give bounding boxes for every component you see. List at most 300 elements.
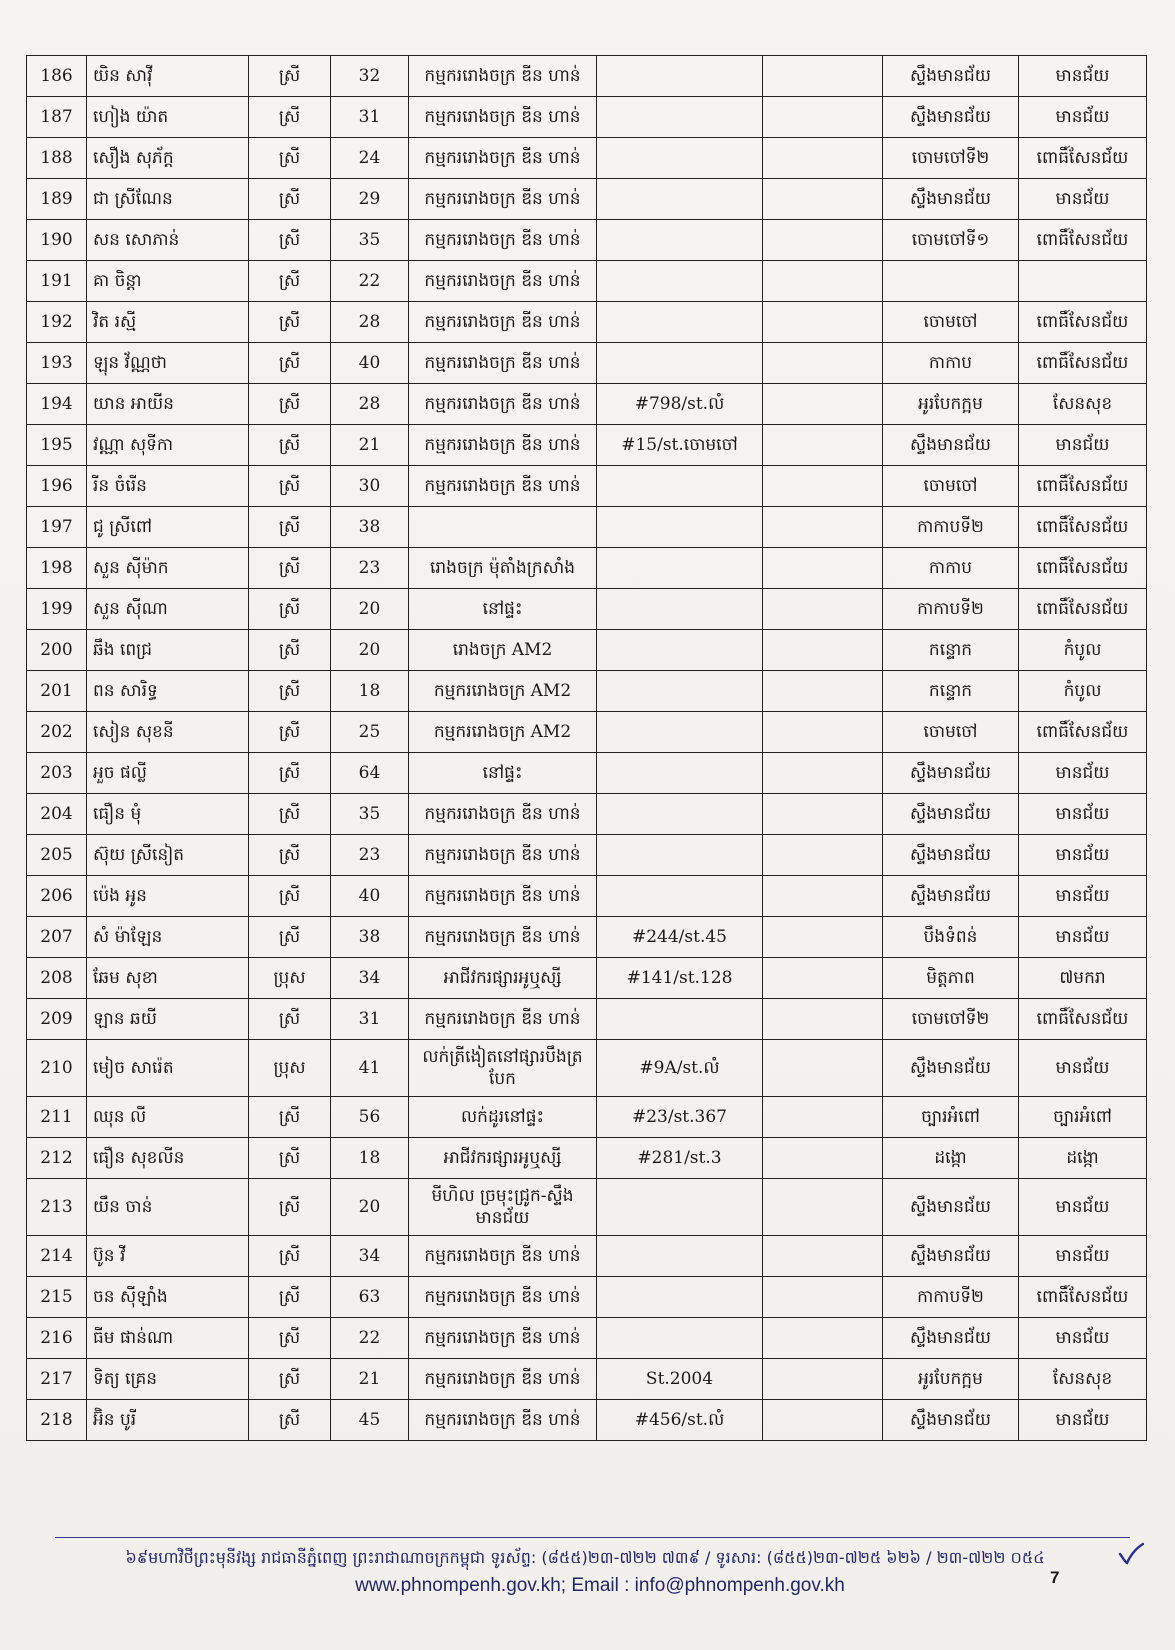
blank-cell <box>763 261 883 302</box>
commune-cell: ពោធិ៍សែនជ័យ <box>1019 712 1147 753</box>
sex-cell: ស្រី <box>249 97 331 138</box>
row-number-cell: 186 <box>27 56 87 97</box>
commune-cell <box>1019 261 1147 302</box>
commune-cell: មានជ័យ <box>1019 876 1147 917</box>
table-row <box>27 1277 1147 1318</box>
age-cell: 24 <box>331 138 409 179</box>
commune-cell: មានជ័យ <box>1019 835 1147 876</box>
commune-cell: កំបូល <box>1019 630 1147 671</box>
blank-cell <box>763 1318 883 1359</box>
age-cell: 28 <box>331 384 409 425</box>
name-cell: យឹន ចាន់ <box>87 1179 249 1236</box>
blank-cell <box>763 835 883 876</box>
commune-cell: មានជ័យ <box>1019 1179 1147 1236</box>
occupation-cell: កម្មកររោងចក្រ ឌីន ហាន់ <box>409 220 597 261</box>
occupation-cell: កម្មកររោងចក្រ ឌីន ហាន់ <box>409 999 597 1040</box>
house-street-cell: #141/st.128 <box>597 958 763 999</box>
row-number-cell: 209 <box>27 999 87 1040</box>
village-cell: ចោមចៅទី២ <box>883 138 1019 179</box>
blank-cell <box>763 56 883 97</box>
house-street-cell <box>597 138 763 179</box>
age-cell: 64 <box>331 753 409 794</box>
roster-body <box>27 56 1147 1441</box>
name-cell: ស៊ុយ ស្រីនៀត <box>87 835 249 876</box>
house-street-cell <box>597 343 763 384</box>
house-street-cell <box>597 671 763 712</box>
village-cell: អូរបែកក្អម <box>883 1359 1019 1400</box>
age-cell: 34 <box>331 1236 409 1277</box>
table-row <box>27 384 1147 425</box>
name-cell: ទិត្យ គ្រេន <box>87 1359 249 1400</box>
name-cell: ហៀង យ៉ាត <box>87 97 249 138</box>
table-row <box>27 630 1147 671</box>
commune-cell: មានជ័យ <box>1019 753 1147 794</box>
name-cell: ឆែម សុខា <box>87 958 249 999</box>
village-cell: កាកាប <box>883 548 1019 589</box>
row-number-cell: 187 <box>27 97 87 138</box>
sex-cell: ស្រី <box>249 1138 331 1179</box>
row-number-cell: 212 <box>27 1138 87 1179</box>
blank-cell <box>763 1400 883 1441</box>
village-cell: ស្ទឹងមានជ័យ <box>883 1236 1019 1277</box>
footer-web-email: www.phnompenh.gov.kh; Email : info@phnompenh.gov.kh <box>355 1575 845 1596</box>
village-cell: ដង្កោ <box>883 1138 1019 1179</box>
page-number: 7 <box>1050 1568 1060 1587</box>
table-row <box>27 835 1147 876</box>
table-row <box>27 999 1147 1040</box>
village-cell: កាកាបទី២ <box>883 507 1019 548</box>
commune-cell: មានជ័យ <box>1019 1236 1147 1277</box>
house-street-cell <box>597 712 763 753</box>
house-street-cell: #244/st.45 <box>597 917 763 958</box>
table-row <box>27 671 1147 712</box>
age-cell: 31 <box>331 97 409 138</box>
age-cell: 20 <box>331 1179 409 1236</box>
occupation-cell: រោងចក្រ ម៉ុតាំងក្រសាំង <box>409 548 597 589</box>
name-cell: សួន ស៊ីម៉ាក <box>87 548 249 589</box>
table-row <box>27 589 1147 630</box>
name-cell: វណ្ណា សុទីកា <box>87 425 249 466</box>
occupation-cell: កម្មកររោងចក្រ ឌីន ហាន់ <box>409 97 597 138</box>
row-number-cell: 198 <box>27 548 87 589</box>
occupation-cell: កម្មកររោងចក្រ ឌីន ហាន់ <box>409 302 597 343</box>
occupation-cell: កម្មកររោងចក្រ ឌីន ហាន់ <box>409 343 597 384</box>
name-cell: ជា ស្រីណែន <box>87 179 249 220</box>
sex-cell: ស្រី <box>249 1318 331 1359</box>
age-cell: 29 <box>331 179 409 220</box>
footer-divider <box>55 1537 1130 1538</box>
sex-cell: ស្រី <box>249 1236 331 1277</box>
village-cell: កាកាបទី២ <box>883 1277 1019 1318</box>
age-cell: 31 <box>331 999 409 1040</box>
village-cell: ស្ទឹងមានជ័យ <box>883 1318 1019 1359</box>
name-cell: សួន ស៊ីណា <box>87 589 249 630</box>
row-number-cell: 196 <box>27 466 87 507</box>
house-street-cell <box>597 507 763 548</box>
house-street-cell <box>597 1179 763 1236</box>
footer-address: ៦៩មហាវិថីព្រះមុនីវង្ស រាជធានីភ្នំពេញ ព្រះរាជាណាចក្រកម្ពុជា ទូរស័ព្ទ: (៨៥៥)២៣-៧២២ ៧៣៩ / ទូរសារ: (៨៥៥)២៣-៧២៥ ៦២៦ / ២៣-៧២២ ០៥៤ <box>125 1548 1045 1567</box>
name-cell: សៀន សុខនី <box>87 712 249 753</box>
sex-cell: ស្រី <box>249 466 331 507</box>
house-street-cell <box>597 466 763 507</box>
name-cell: អ៊ិន បូរី <box>87 1400 249 1441</box>
commune-cell: ៧មករា <box>1019 958 1147 999</box>
house-street-cell <box>597 876 763 917</box>
age-cell: 40 <box>331 343 409 384</box>
blank-cell <box>763 1040 883 1097</box>
village-cell: ស្ទឹងមានជ័យ <box>883 876 1019 917</box>
occupation-cell: កម្មកររោងចក្រ ឌីន ហាន់ <box>409 835 597 876</box>
commune-cell: ច្បារអំពៅ <box>1019 1097 1147 1138</box>
table-row <box>27 343 1147 384</box>
name-cell: រីន ចំរើន <box>87 466 249 507</box>
name-cell: មៀច សារ៉េត <box>87 1040 249 1097</box>
house-street-cell <box>597 220 763 261</box>
table-row <box>27 466 1147 507</box>
commune-cell: ពោធិ៍សែនជ័យ <box>1019 343 1147 384</box>
commune-cell: ពោធិ៍សែនជ័យ <box>1019 138 1147 179</box>
house-street-cell: #281/st.3 <box>597 1138 763 1179</box>
sex-cell: ស្រី <box>249 425 331 466</box>
blank-cell <box>763 589 883 630</box>
commune-cell: មានជ័យ <box>1019 1400 1147 1441</box>
sex-cell: ស្រី <box>249 999 331 1040</box>
blank-cell <box>763 712 883 753</box>
occupation-cell: កម្មកររោងចក្រ ឌីន ហាន់ <box>409 1400 597 1441</box>
table-row <box>27 753 1147 794</box>
table-row <box>27 261 1147 302</box>
house-street-cell <box>597 999 763 1040</box>
age-cell: 38 <box>331 507 409 548</box>
name-cell: ប៊ូន វី <box>87 1236 249 1277</box>
house-street-cell <box>597 302 763 343</box>
occupation-cell: កម្មកររោងចក្រ ឌីន ហាន់ <box>409 384 597 425</box>
table-row <box>27 548 1147 589</box>
village-cell: ស្ទឹងមានជ័យ <box>883 1040 1019 1097</box>
sex-cell: ស្រី <box>249 794 331 835</box>
blank-cell <box>763 794 883 835</box>
name-cell: ឆឹង ពេជ្រ <box>87 630 249 671</box>
name-cell: ប៉េង អូន <box>87 876 249 917</box>
village-cell: ច្បារអំពៅ <box>883 1097 1019 1138</box>
name-cell: ចន ស៊ីឡាំង <box>87 1277 249 1318</box>
age-cell: 20 <box>331 589 409 630</box>
commune-cell: មានជ័យ <box>1019 425 1147 466</box>
name-cell: ធីម ផាន់ណា <box>87 1318 249 1359</box>
blank-cell <box>763 97 883 138</box>
age-cell: 34 <box>331 958 409 999</box>
age-cell: 21 <box>331 425 409 466</box>
table-row <box>27 179 1147 220</box>
village-cell: ស្ទឹងមានជ័យ <box>883 425 1019 466</box>
table-row <box>27 1179 1147 1236</box>
row-number-cell: 211 <box>27 1097 87 1138</box>
row-number-cell: 215 <box>27 1277 87 1318</box>
occupation-cell: កម្មកររោងចក្រ ឌីន ហាន់ <box>409 138 597 179</box>
commune-cell: ពោធិ៍សែនជ័យ <box>1019 302 1147 343</box>
sex-cell: ស្រី <box>249 384 331 425</box>
sex-cell: ប្រុស <box>249 958 331 999</box>
name-cell: អួច ផល្លី <box>87 753 249 794</box>
row-number-cell: 210 <box>27 1040 87 1097</box>
occupation-cell: កម្មកររោងចក្រ ឌីន ហាន់ <box>409 1277 597 1318</box>
sex-cell: ស្រី <box>249 302 331 343</box>
village-cell: ស្ទឹងមានជ័យ <box>883 1179 1019 1236</box>
table-row <box>27 97 1147 138</box>
occupation-cell: នៅផ្ទះ <box>409 589 597 630</box>
blank-cell <box>763 384 883 425</box>
village-cell: ចោមចៅ <box>883 712 1019 753</box>
age-cell: 20 <box>331 630 409 671</box>
house-street-cell <box>597 97 763 138</box>
sex-cell: ស្រី <box>249 876 331 917</box>
village-cell: ស្ទឹងមានជ័យ <box>883 835 1019 876</box>
commune-cell: ពោធិ៍សែនជ័យ <box>1019 999 1147 1040</box>
sex-cell: ស្រី <box>249 220 331 261</box>
blank-cell <box>763 753 883 794</box>
table-row <box>27 56 1147 97</box>
blank-cell <box>763 1359 883 1400</box>
row-number-cell: 195 <box>27 425 87 466</box>
blank-cell <box>763 1179 883 1236</box>
table-row <box>27 138 1147 179</box>
age-cell: 45 <box>331 1400 409 1441</box>
row-number-cell: 217 <box>27 1359 87 1400</box>
row-number-cell: 208 <box>27 958 87 999</box>
house-street-cell <box>597 548 763 589</box>
occupation-cell: អាជីវករផ្សារអូឬស្សី <box>409 958 597 999</box>
sex-cell: ស្រី <box>249 1277 331 1318</box>
occupation-cell: កម្មកររោងចក្រ AM2 <box>409 712 597 753</box>
row-number-cell: 203 <box>27 753 87 794</box>
occupation-cell: កម្មកររោងចក្រ ឌីន ហាន់ <box>409 179 597 220</box>
row-number-cell: 201 <box>27 671 87 712</box>
sex-cell: ស្រី <box>249 56 331 97</box>
village-cell: ចោមចៅ <box>883 302 1019 343</box>
commune-cell: ពោធិ៍សែនជ័យ <box>1019 220 1147 261</box>
house-street-cell <box>597 1236 763 1277</box>
commune-cell: កំបូល <box>1019 671 1147 712</box>
occupation-cell: កម្មកររោងចក្រ ឌីន ហាន់ <box>409 794 597 835</box>
village-cell: ស្ទឹងមានជ័យ <box>883 97 1019 138</box>
sex-cell: ស្រី <box>249 712 331 753</box>
blank-cell <box>763 138 883 179</box>
village-cell: កន្ទោក <box>883 671 1019 712</box>
name-cell: ធឿន សុខលីន <box>87 1138 249 1179</box>
village-cell: ស្ទឹងមានជ័យ <box>883 179 1019 220</box>
name-cell: វិត រស្មី <box>87 302 249 343</box>
sex-cell: ស្រី <box>249 343 331 384</box>
table-row <box>27 712 1147 753</box>
sex-cell: ស្រី <box>249 138 331 179</box>
village-cell: មិត្តភាព <box>883 958 1019 999</box>
occupation-cell: កម្មកររោងចក្រ ឌីន ហាន់ <box>409 466 597 507</box>
row-number-cell: 200 <box>27 630 87 671</box>
age-cell: 28 <box>331 302 409 343</box>
house-street-cell <box>597 835 763 876</box>
blank-cell <box>763 671 883 712</box>
commune-cell: មានជ័យ <box>1019 179 1147 220</box>
village-cell: ស្ទឹងមានជ័យ <box>883 1400 1019 1441</box>
sex-cell: ស្រី <box>249 1097 331 1138</box>
house-street-cell <box>597 56 763 97</box>
commune-cell: មានជ័យ <box>1019 917 1147 958</box>
village-cell: បឹងទំពន់ <box>883 917 1019 958</box>
age-cell: 41 <box>331 1040 409 1097</box>
blank-cell <box>763 220 883 261</box>
house-street-cell <box>597 1318 763 1359</box>
age-cell: 63 <box>331 1277 409 1318</box>
blank-cell <box>763 1138 883 1179</box>
occupation-cell: កម្មកររោងចក្រ ឌីន ហាន់ <box>409 261 597 302</box>
row-number-cell: 204 <box>27 794 87 835</box>
commune-cell: ពោធិ៍សែនជ័យ <box>1019 589 1147 630</box>
table-row <box>27 917 1147 958</box>
village-cell: កាកាប <box>883 343 1019 384</box>
blank-cell <box>763 425 883 466</box>
commune-cell: សែនសុខ <box>1019 1359 1147 1400</box>
sex-cell: ស្រី <box>249 917 331 958</box>
row-number-cell: 194 <box>27 384 87 425</box>
row-number-cell: 199 <box>27 589 87 630</box>
commune-cell: ដង្កោ <box>1019 1138 1147 1179</box>
name-cell: ឡុន វ័ណ្ណថា <box>87 343 249 384</box>
row-number-cell: 218 <box>27 1400 87 1441</box>
sex-cell: ស្រី <box>249 1400 331 1441</box>
age-cell: 38 <box>331 917 409 958</box>
house-street-cell: #798/st.លំ <box>597 384 763 425</box>
occupation-cell: លក់ត្រីងៀតនៅផ្សារបឹងត្របែក <box>409 1040 597 1097</box>
table-row <box>27 958 1147 999</box>
house-street-cell <box>597 1277 763 1318</box>
age-cell: 25 <box>331 712 409 753</box>
table-row <box>27 876 1147 917</box>
age-cell: 18 <box>331 671 409 712</box>
row-number-cell: 197 <box>27 507 87 548</box>
blank-cell <box>763 876 883 917</box>
name-cell: ពន សារិទ្ធ <box>87 671 249 712</box>
sex-cell: ស្រី <box>249 753 331 794</box>
table-row <box>27 1040 1147 1097</box>
sex-cell: ស្រី <box>249 179 331 220</box>
table-row <box>27 1359 1147 1400</box>
age-cell: 40 <box>331 876 409 917</box>
village-cell <box>883 261 1019 302</box>
occupation-cell: កម្មកររោងចក្រ ឌីន ហាន់ <box>409 876 597 917</box>
blank-cell <box>763 999 883 1040</box>
house-street-cell <box>597 179 763 220</box>
handwritten-check-icon <box>1118 1542 1144 1566</box>
house-street-cell: #456/st.លំ <box>597 1400 763 1441</box>
occupation-cell: កម្មកររោងចក្រ ឌីន ហាន់ <box>409 56 597 97</box>
age-cell: 22 <box>331 261 409 302</box>
row-number-cell: 213 <box>27 1179 87 1236</box>
commune-cell: ពោធិ៍សែនជ័យ <box>1019 507 1147 548</box>
age-cell: 22 <box>331 1318 409 1359</box>
table-row <box>27 220 1147 261</box>
roster-table <box>26 55 1147 1441</box>
occupation-cell: កម្មកររោងចក្រ ឌីន ហាន់ <box>409 1236 597 1277</box>
table-row <box>27 507 1147 548</box>
village-cell: ស្ទឹងមានជ័យ <box>883 56 1019 97</box>
blank-cell <box>763 548 883 589</box>
sex-cell: ស្រី <box>249 671 331 712</box>
house-street-cell <box>597 794 763 835</box>
table-row <box>27 425 1147 466</box>
age-cell: 35 <box>331 220 409 261</box>
occupation-cell: កម្មកររោងចក្រ ឌីន ហាន់ <box>409 917 597 958</box>
blank-cell <box>763 630 883 671</box>
house-street-cell: #15/st.ចោមចៅ <box>597 425 763 466</box>
age-cell: 21 <box>331 1359 409 1400</box>
blank-cell <box>763 466 883 507</box>
age-cell: 56 <box>331 1097 409 1138</box>
blank-cell <box>763 302 883 343</box>
house-street-cell <box>597 753 763 794</box>
name-cell: ឈុន លី <box>87 1097 249 1138</box>
row-number-cell: 216 <box>27 1318 87 1359</box>
row-number-cell: 189 <box>27 179 87 220</box>
row-number-cell: 205 <box>27 835 87 876</box>
occupation-cell: លក់ដូរនៅផ្ទះ <box>409 1097 597 1138</box>
row-number-cell: 188 <box>27 138 87 179</box>
blank-cell <box>763 1097 883 1138</box>
commune-cell: មានជ័យ <box>1019 794 1147 835</box>
sex-cell: ស្រី <box>249 548 331 589</box>
occupation-cell: មីហិល ច្រមុះជ្រូក-ស្ទឹងមានជ័យ <box>409 1179 597 1236</box>
sex-cell: ស្រី <box>249 1179 331 1236</box>
blank-cell <box>763 179 883 220</box>
house-street-cell: #9A/st.លំ <box>597 1040 763 1097</box>
table-row <box>27 1400 1147 1441</box>
blank-cell <box>763 1236 883 1277</box>
village-cell: ចោមចៅ <box>883 466 1019 507</box>
sex-cell: ស្រី <box>249 630 331 671</box>
blank-cell <box>763 917 883 958</box>
blank-cell <box>763 507 883 548</box>
row-number-cell: 193 <box>27 343 87 384</box>
blank-cell <box>763 343 883 384</box>
age-cell: 23 <box>331 835 409 876</box>
commune-cell: ពោធិ៍សែនជ័យ <box>1019 466 1147 507</box>
commune-cell: មានជ័យ <box>1019 1040 1147 1097</box>
house-street-cell: St.2004 <box>597 1359 763 1400</box>
sex-cell: ស្រី <box>249 835 331 876</box>
table-row <box>27 1097 1147 1138</box>
blank-cell <box>763 1277 883 1318</box>
commune-cell: សែនសុខ <box>1019 384 1147 425</box>
village-cell: ចោមចៅទី២ <box>883 999 1019 1040</box>
commune-cell: មានជ័យ <box>1019 1318 1147 1359</box>
age-cell: 18 <box>331 1138 409 1179</box>
age-cell: 35 <box>331 794 409 835</box>
name-cell: ធឿន មុំ <box>87 794 249 835</box>
sex-cell: ស្រី <box>249 507 331 548</box>
house-street-cell <box>597 261 763 302</box>
age-cell: 23 <box>331 548 409 589</box>
row-number-cell: 190 <box>27 220 87 261</box>
house-street-cell: #23/st.367 <box>597 1097 763 1138</box>
occupation-cell <box>409 507 597 548</box>
village-cell: អូរបែកក្អម <box>883 384 1019 425</box>
row-number-cell: 191 <box>27 261 87 302</box>
age-cell: 32 <box>331 56 409 97</box>
sex-cell: ស្រី <box>249 261 331 302</box>
row-number-cell: 202 <box>27 712 87 753</box>
commune-cell: មានជ័យ <box>1019 97 1147 138</box>
occupation-cell: កម្មកររោងចក្រ ឌីន ហាន់ <box>409 1359 597 1400</box>
occupation-cell: នៅផ្ទះ <box>409 753 597 794</box>
